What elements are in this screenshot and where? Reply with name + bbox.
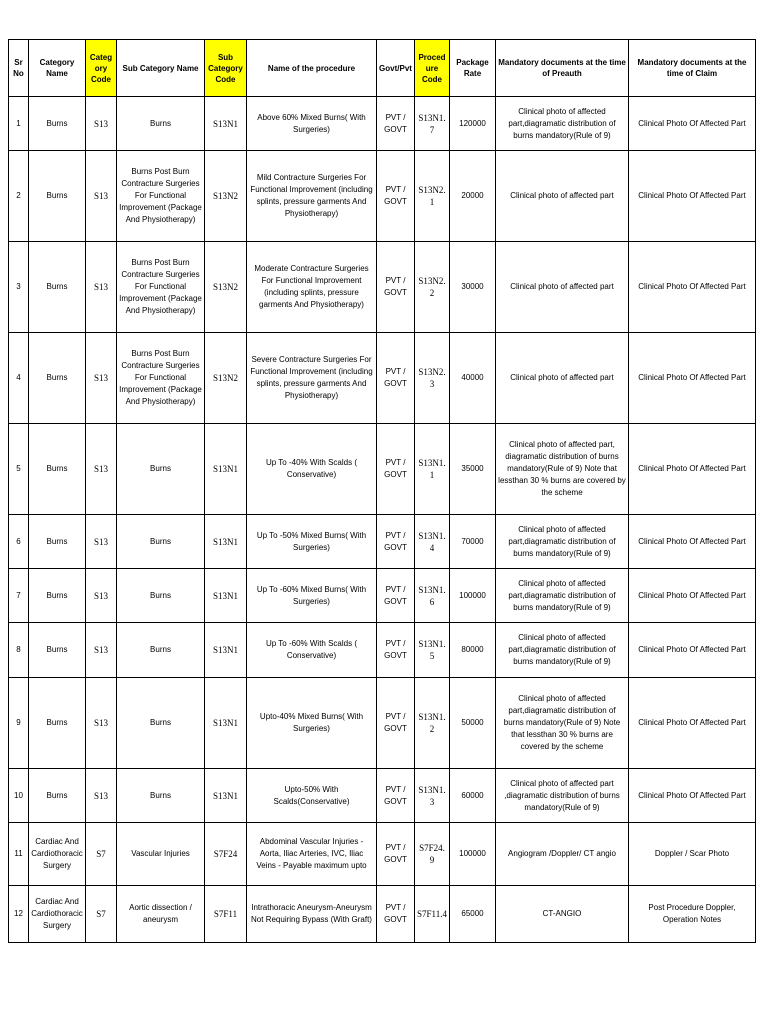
sub-category-name-cell: Burns	[117, 623, 205, 678]
category-code-cell: S13	[86, 678, 117, 769]
preauth-docs-cell: Clinical photo of affected part,diagramatic distribution of burns mandatory(Rule of 9) Note that lessthan 30 % burns are covered by the scheme	[496, 678, 629, 769]
preauth-docs-cell: Angiogram /Doppler/ CT angio	[496, 823, 629, 886]
table-body	[9, 97, 756, 943]
column-header: Package Rate	[450, 40, 496, 97]
sub-category-code-cell: S13N1	[205, 769, 247, 823]
claim-docs-cell: Post Procedure Doppler, Operation Notes	[629, 886, 756, 943]
govt-pvt-cell: PVT / GOVT	[377, 569, 415, 623]
govt-pvt-cell: PVT / GOVT	[377, 515, 415, 569]
procedure-code-cell: S7F11.4	[415, 886, 450, 943]
package-rate-cell: 50000	[450, 678, 496, 769]
claim-docs-cell: Clinical Photo Of Affected Part	[629, 769, 756, 823]
sub-category-name-cell: Aortic dissection / aneurysm	[117, 886, 205, 943]
procedure-name-cell: Up To -50% Mixed Burns( With Surgeries)	[247, 515, 377, 569]
procedure-name-cell: Up To -60% Mixed Burns( With Surgeries)	[247, 569, 377, 623]
preauth-docs-cell: Clinical photo of affected part,diagramatic distribution of burns mandatory(Rule of 9)	[496, 97, 629, 151]
category-code-cell: S13	[86, 623, 117, 678]
package-rates-table	[8, 39, 756, 943]
sr-no-cell: 10	[9, 769, 29, 823]
preauth-docs-cell: Clinical photo of affected part	[496, 333, 629, 424]
preauth-docs-cell: Clinical photo of affected part,diagramatic distribution of burns mandatory(Rule of 9)	[496, 569, 629, 623]
sr-no-cell: 6	[9, 515, 29, 569]
sub-category-code-cell: S7F24	[205, 823, 247, 886]
preauth-docs-cell: CT-ANGIO	[496, 886, 629, 943]
table-row	[9, 678, 756, 769]
procedure-name-cell: Up To -40% With Scalds ( Conservative)	[247, 424, 377, 515]
category-name-cell: Burns	[29, 623, 86, 678]
package-rate-cell: 20000	[450, 151, 496, 242]
sub-category-name-cell: Burns	[117, 424, 205, 515]
sub-category-code-cell: S13N1	[205, 569, 247, 623]
package-rate-cell: 120000	[450, 97, 496, 151]
sr-no-cell: 12	[9, 886, 29, 943]
column-header: Category Name	[29, 40, 86, 97]
claim-docs-cell: Clinical Photo Of Affected Part	[629, 97, 756, 151]
procedure-name-cell: Moderate Contracture Surgeries For Functional Improvement (including splints, pressure garments And Physiotherapy)	[247, 242, 377, 333]
sr-no-cell: 3	[9, 242, 29, 333]
procedure-code-cell: S13N1.4	[415, 515, 450, 569]
preauth-docs-cell: Clinical photo of affected part,diagramatic distribution of burns mandatory(Rule of 9)	[496, 515, 629, 569]
preauth-docs-cell: Clinical photo of affected part, diagramatic distribution of burns mandatory(Rule of 9) Note that lessthan 30 % burns are covered by the scheme	[496, 424, 629, 515]
govt-pvt-cell: PVT / GOVT	[377, 424, 415, 515]
procedure-code-cell: S13N2.2	[415, 242, 450, 333]
table-row	[9, 515, 756, 569]
procedure-name-cell: Mild Contracture Surgeries For Functional Improvement (including splints, pressure garments And Physiotherapy)	[247, 151, 377, 242]
sub-category-code-cell: S13N2	[205, 242, 247, 333]
table-row	[9, 97, 756, 151]
sub-category-code-cell: S7F11	[205, 886, 247, 943]
category-name-cell: Cardiac And Cardiothoracic Surgery	[29, 886, 86, 943]
package-rate-cell: 40000	[450, 333, 496, 424]
category-code-cell: S13	[86, 242, 117, 333]
package-rate-cell: 35000	[450, 424, 496, 515]
procedure-code-cell: S7F24.9	[415, 823, 450, 886]
category-name-cell: Burns	[29, 97, 86, 151]
category-code-cell: S7	[86, 886, 117, 943]
procedure-name-cell: Abdominal Vascular Injuries - Aorta, Iliac Arteries, IVC, Iliac Veins - Payable maximum upto	[247, 823, 377, 886]
package-rate-cell: 70000	[450, 515, 496, 569]
govt-pvt-cell: PVT / GOVT	[377, 242, 415, 333]
govt-pvt-cell: PVT / GOVT	[377, 823, 415, 886]
sub-category-name-cell: Burns	[117, 569, 205, 623]
preauth-docs-cell: Clinical photo of affected part ,diagramatic distribution of burns mandatory(Rule of 9)	[496, 769, 629, 823]
column-header: Sr No	[9, 40, 29, 97]
procedure-name-cell: Up To -60% With Scalds ( Conservative)	[247, 623, 377, 678]
procedure-code-cell: S13N2.1	[415, 151, 450, 242]
sub-category-name-cell: Burns	[117, 769, 205, 823]
category-code-cell: S13	[86, 97, 117, 151]
table-row	[9, 424, 756, 515]
procedure-name-cell: Above 60% Mixed Burns( With Surgeries)	[247, 97, 377, 151]
procedure-code-cell: S13N1.2	[415, 678, 450, 769]
sr-no-cell: 1	[9, 97, 29, 151]
sub-category-name-cell: Burns	[117, 678, 205, 769]
claim-docs-cell: Clinical Photo Of Affected Part	[629, 242, 756, 333]
claim-docs-cell: Doppler / Scar Photo	[629, 823, 756, 886]
table-row	[9, 151, 756, 242]
category-name-cell: Burns	[29, 569, 86, 623]
procedure-code-cell: S13N1.7	[415, 97, 450, 151]
category-code-cell: S13	[86, 151, 117, 242]
govt-pvt-cell: PVT / GOVT	[377, 886, 415, 943]
sub-category-code-cell: S13N1	[205, 623, 247, 678]
package-rate-cell: 65000	[450, 886, 496, 943]
sr-no-cell: 5	[9, 424, 29, 515]
category-code-cell: S13	[86, 515, 117, 569]
sub-category-name-cell: Burns	[117, 515, 205, 569]
category-code-cell: S13	[86, 333, 117, 424]
claim-docs-cell: Clinical Photo Of Affected Part	[629, 424, 756, 515]
govt-pvt-cell: PVT / GOVT	[377, 97, 415, 151]
preauth-docs-cell: Clinical photo of affected part	[496, 151, 629, 242]
sub-category-code-cell: S13N1	[205, 424, 247, 515]
column-header: Sub Category Name	[117, 40, 205, 97]
category-name-cell: Burns	[29, 769, 86, 823]
procedure-name-cell: Severe Contracture Surgeries For Functional Improvement (including splints, pressure garments And Physiotherapy)	[247, 333, 377, 424]
category-code-cell: S13	[86, 569, 117, 623]
sub-category-code-cell: S13N2	[205, 333, 247, 424]
procedure-code-cell: S13N1.1	[415, 424, 450, 515]
procedure-code-cell: S13N2.3	[415, 333, 450, 424]
table-row	[9, 242, 756, 333]
sub-category-code-cell: S13N2	[205, 151, 247, 242]
category-code-cell: S13	[86, 424, 117, 515]
sr-no-cell: 4	[9, 333, 29, 424]
package-rate-cell: 100000	[450, 569, 496, 623]
table-row	[9, 623, 756, 678]
claim-docs-cell: Clinical Photo Of Affected Part	[629, 333, 756, 424]
govt-pvt-cell: PVT / GOVT	[377, 623, 415, 678]
category-name-cell: Burns	[29, 515, 86, 569]
govt-pvt-cell: PVT / GOVT	[377, 333, 415, 424]
procedure-name-cell: Upto-40% Mixed Burns( With Surgeries)	[247, 678, 377, 769]
column-header: Category Code	[86, 40, 117, 97]
sub-category-name-cell: Burns Post Burn Contracture Surgeries For Functional Improvement (Package And Physiotherapy)	[117, 333, 205, 424]
govt-pvt-cell: PVT / GOVT	[377, 678, 415, 769]
column-header: Procedure Code	[415, 40, 450, 97]
column-header: Name of the procedure	[247, 40, 377, 97]
column-header: Sub Category Code	[205, 40, 247, 97]
preauth-docs-cell: Clinical photo of affected part,diagramatic distribution of burns mandatory(Rule of 9)	[496, 623, 629, 678]
column-header: Govt/Pvt	[377, 40, 415, 97]
claim-docs-cell: Clinical Photo Of Affected Part	[629, 678, 756, 769]
sub-category-name-cell: Burns	[117, 97, 205, 151]
category-code-cell: S7	[86, 823, 117, 886]
claim-docs-cell: Clinical Photo Of Affected Part	[629, 569, 756, 623]
column-header: Mandatory documents at the time of Preauth	[496, 40, 629, 97]
sr-no-cell: 8	[9, 623, 29, 678]
claim-docs-cell: Clinical Photo Of Affected Part	[629, 623, 756, 678]
category-name-cell: Burns	[29, 424, 86, 515]
sub-category-code-cell: S13N1	[205, 678, 247, 769]
column-header: Mandatory documents at the time of Claim	[629, 40, 756, 97]
claim-docs-cell: Clinical Photo Of Affected Part	[629, 515, 756, 569]
category-name-cell: Burns	[29, 333, 86, 424]
sub-category-code-cell: S13N1	[205, 97, 247, 151]
sr-no-cell: 2	[9, 151, 29, 242]
header-row	[9, 40, 756, 97]
package-rate-cell: 80000	[450, 623, 496, 678]
table-row	[9, 823, 756, 886]
package-rate-cell: 100000	[450, 823, 496, 886]
procedure-code-cell: S13N1.6	[415, 569, 450, 623]
claim-docs-cell: Clinical Photo Of Affected Part	[629, 151, 756, 242]
govt-pvt-cell: PVT / GOVT	[377, 151, 415, 242]
sub-category-name-cell: Burns Post Burn Contracture Surgeries For Functional Improvement (Package And Physiotherapy)	[117, 151, 205, 242]
sub-category-name-cell: Burns Post Burn Contracture Surgeries For Functional Improvement (Package And Physiotherapy)	[117, 242, 205, 333]
preauth-docs-cell: Clinical photo of affected part	[496, 242, 629, 333]
package-rate-cell: 60000	[450, 769, 496, 823]
table-row	[9, 886, 756, 943]
category-name-cell: Burns	[29, 151, 86, 242]
table-row	[9, 769, 756, 823]
procedure-code-cell: S13N1.5	[415, 623, 450, 678]
category-name-cell: Cardiac And Cardiothoracic Surgery	[29, 823, 86, 886]
sr-no-cell: 9	[9, 678, 29, 769]
category-name-cell: Burns	[29, 242, 86, 333]
category-name-cell: Burns	[29, 678, 86, 769]
procedure-name-cell: Intrathoracic Aneurysm-Aneurysm Not Requiring Bypass (With Graft)	[247, 886, 377, 943]
table-row	[9, 333, 756, 424]
table-row	[9, 569, 756, 623]
procedure-code-cell: S13N1.3	[415, 769, 450, 823]
sub-category-name-cell: Vascular Injuries	[117, 823, 205, 886]
package-rate-cell: 30000	[450, 242, 496, 333]
sr-no-cell: 11	[9, 823, 29, 886]
govt-pvt-cell: PVT / GOVT	[377, 769, 415, 823]
sub-category-code-cell: S13N1	[205, 515, 247, 569]
category-code-cell: S13	[86, 769, 117, 823]
sr-no-cell: 7	[9, 569, 29, 623]
procedure-name-cell: Upto-50% With Scalds(Conservative)	[247, 769, 377, 823]
